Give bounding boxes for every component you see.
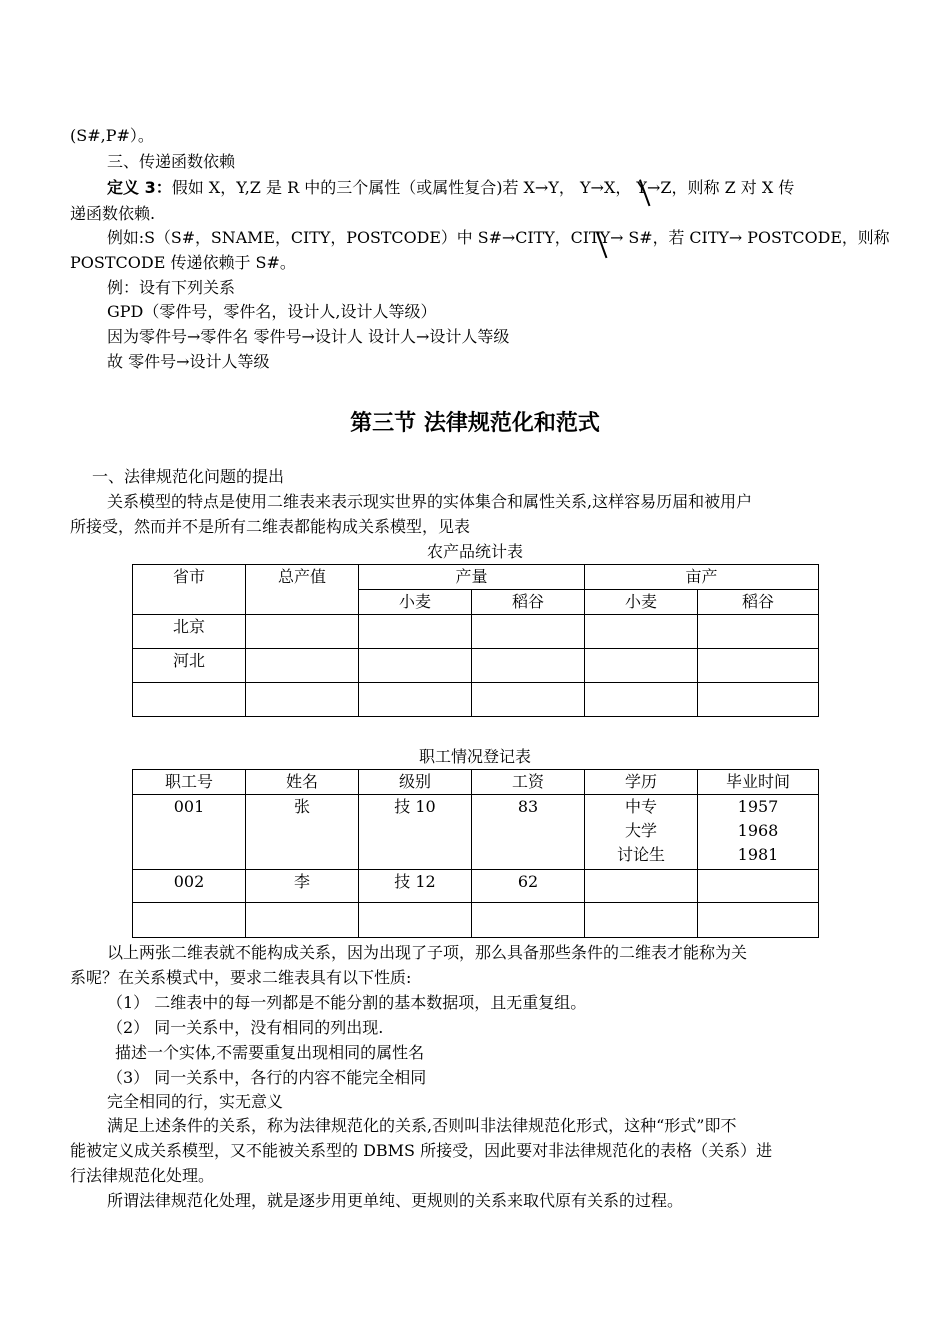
- text-line: 以上两张二维表就不能构成关系，因为出现了子项，那么具备那些条件的二维表才能称为关: [107, 943, 748, 962]
- text-line: 例如:S（S#，SNAME，CITY，POSTCODE）中 S#→CITY，CITY→ S#，若 CITY→ POSTCODE，则称: [107, 228, 890, 247]
- table-cell: [472, 615, 585, 649]
- table-cell: [585, 615, 698, 649]
- table-cell: 张: [246, 795, 359, 870]
- cell-line: 1968: [737, 821, 779, 840]
- table-cell: [246, 615, 359, 649]
- definition-line: [107, 178, 794, 198]
- header-cell: 省市: [133, 565, 246, 615]
- header-cell: 稻谷: [472, 590, 585, 615]
- table-cell: 83: [472, 795, 585, 870]
- table-cell: [585, 903, 698, 938]
- table-cell: [133, 683, 246, 717]
- header-cell: 职工号: [133, 770, 246, 795]
- text-line: POSTCODE 传递依赖于 S#。: [70, 253, 296, 272]
- definition-text: 假如 X，Y,Z 是 R 中的三个属性（或属性复合)若 X→Y， Y→X， Y→Z，则称 Z 对 X 传: [171, 178, 795, 197]
- text-line: 行法律规范化处理。: [70, 1166, 215, 1185]
- text-line: GPD（零件号，零件名，设计人,设计人等级）: [107, 302, 437, 321]
- text-line: 满足上述条件的关系，称为法律规范化的关系,否则叫非法律规范化形式，这种“形式”即不: [107, 1116, 737, 1135]
- header-cell: 亩产: [585, 565, 819, 590]
- table-cell: [698, 903, 819, 938]
- subsection-heading: 三、传递函数依赖: [107, 152, 236, 171]
- table-cell: [246, 903, 359, 938]
- header-cell: 学历: [585, 770, 698, 795]
- table-cell: [359, 903, 472, 938]
- table-cell: [585, 870, 698, 903]
- table-cell: [246, 649, 359, 683]
- table-cell: 河北: [133, 649, 246, 683]
- table-cell: 技 10: [359, 795, 472, 870]
- sub-heading: 一、法律规范化问题的提出: [92, 467, 285, 486]
- header-cell: 产量: [359, 565, 585, 590]
- text-line: 能被定义成关系模型，又不能被关系型的 DBMS 所接受，因此要对非法律规范化的表格（关系）进: [70, 1141, 773, 1160]
- text-line: 系呢？在关系模式中，要求二维表具有以下性质:: [70, 968, 412, 987]
- header-cell: 小麦: [585, 590, 698, 615]
- header-cell: 总产值: [246, 565, 359, 615]
- list-item: （1） 二维表中的每一列都是不能分割的基本数据项，且无重复组。: [107, 993, 587, 1012]
- list-item: （3） 同一关系中，各行的内容不能完全相同: [107, 1068, 427, 1087]
- section-title: 第三节 法律规范化和范式: [350, 411, 600, 436]
- header-cell: 稻谷: [698, 590, 819, 615]
- header-cell: 工资: [472, 770, 585, 795]
- table-cell: [472, 903, 585, 938]
- header-cell: 毕业时间: [698, 770, 819, 795]
- table1-caption: 农产品统计表: [426, 542, 523, 561]
- cell-line: 讨论生: [616, 845, 665, 864]
- cell-line: 中专: [624, 797, 657, 816]
- table2-caption: 职工情况登记表: [418, 747, 531, 766]
- table-cell: [472, 683, 585, 717]
- table-cell: [698, 870, 819, 903]
- header-cell: 姓名: [246, 770, 359, 795]
- text-line: 完全相同的行，实无意义: [107, 1092, 284, 1111]
- header-cell: 小麦: [359, 590, 472, 615]
- text-line: 所接受，然而并不是所有二维表都能构成关系模型，见表: [70, 517, 471, 536]
- text-line: 例：设有下列关系: [107, 278, 236, 297]
- text-line: 描述一个实体,不需要重复出现相同的属性名: [115, 1043, 425, 1062]
- list-item: （2） 同一关系中，没有相同的列出现.: [107, 1018, 384, 1037]
- table-cell: [133, 903, 246, 938]
- text-line: 因为零件号→零件名 零件号→设计人 设计人→设计人等级: [107, 327, 510, 346]
- text-line: 关系模型的特点是使用二维表来表示现实世界的实体集合和属性关系,这样容易历届和被用户: [107, 492, 753, 511]
- table-cell: [359, 649, 472, 683]
- agri-stats-table: [132, 564, 819, 717]
- cell-line: 大学: [624, 821, 657, 840]
- table-cell: 北京: [133, 615, 246, 649]
- table-cell: 李: [246, 870, 359, 903]
- table-cell: [698, 795, 819, 870]
- staff-register-table: [132, 769, 819, 938]
- text-line: (S#,P#）。: [70, 126, 154, 145]
- table-cell: [472, 649, 585, 683]
- table-cell: [585, 795, 698, 870]
- table-cell: [585, 683, 698, 717]
- table-cell: [585, 649, 698, 683]
- table-cell: [698, 615, 819, 649]
- table-cell: 技 12: [359, 870, 472, 903]
- text-line: 递函数依赖.: [70, 204, 156, 223]
- table-cell: [698, 649, 819, 683]
- table-cell: 62: [472, 870, 585, 903]
- cell-line: 1981: [737, 845, 779, 864]
- text-line: 故 零件号→设计人等级: [107, 352, 270, 371]
- definition-label: 定义 3：: [107, 178, 172, 197]
- table-cell: [698, 683, 819, 717]
- cell-line: 1957: [737, 797, 779, 816]
- header-cell: 级别: [359, 770, 472, 795]
- table-cell: [359, 615, 472, 649]
- table-cell: [246, 683, 359, 717]
- table-cell: 002: [133, 870, 246, 903]
- text-line: 所谓法律规范化处理，就是逐步用更单纯、更规则的关系来取代原有关系的过程。: [107, 1191, 684, 1210]
- table-cell: [359, 683, 472, 717]
- table-cell: 001: [133, 795, 246, 870]
